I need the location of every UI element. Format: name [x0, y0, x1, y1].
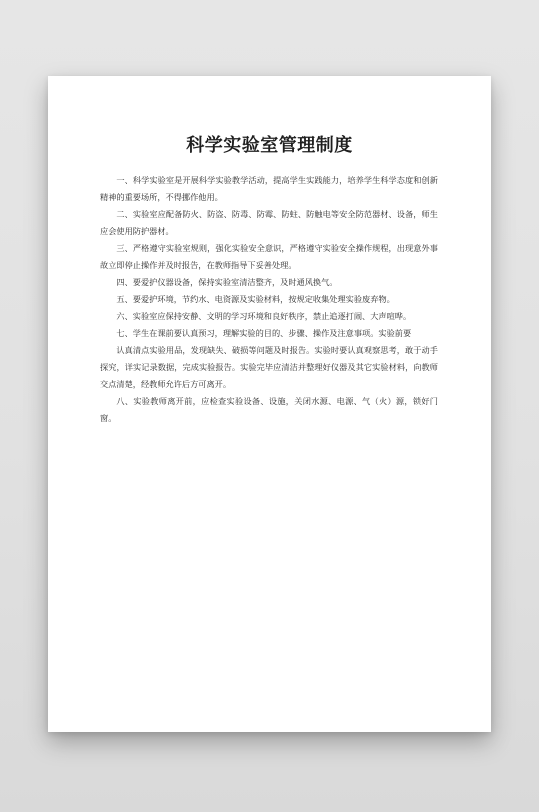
paragraph: 三、严格遵守实验室规则，强化实验安全意识，严格遵守实验安全操作规程，出现意外事故立即停止操作并及时报告，在教师指导下妥善处理。 — [100, 243, 438, 270]
paragraph: 一、科学实验室是开展科学实验教学活动，提高学生实践能力，培养学生科学态度和创新精神的重要场所，不得挪作他用。 — [100, 175, 438, 202]
paragraph: 认真清点实验用品，发现缺失、破损等问题及时报告。实验时要认真观察思考，敢于动手探究，详实记录数据，完成实验报告。实验完毕应清洁并整理好仪器及其它实验材料，向教师交点清楚，经教师允许后方可离开。 — [100, 345, 438, 389]
paragraph: 七、学生在课前要认真预习，理解实验的目的、步骤、操作及注意事项。实验前要 — [116, 328, 412, 338]
document-body — [100, 172, 438, 427]
paragraph: 二、实验室应配备防火、防盗、防毒、防霉、防蛀、防触电等安全防范器材、设备，师生应会使用防护器材。 — [100, 209, 438, 236]
paragraph: 五、要爱护环境，节约水、电资源及实验材料，按规定收集处理实验废弃物。 — [116, 294, 395, 304]
document-page — [48, 76, 491, 732]
paragraph: 四、要爱护仪器设备，保持实验室清洁整齐，及时通风换气。 — [116, 277, 338, 287]
document-title: 科学实验室管理制度 — [186, 135, 353, 156]
paragraph: 八、实验教师离开前，应检查实验设备、设施，关闭水源、电源、气（火）源，锁好门窗。 — [100, 396, 438, 423]
paragraph: 六、实验室应保持安静、文明的学习环境和良好秩序，禁止追逐打闹、大声喧哗。 — [116, 311, 412, 321]
